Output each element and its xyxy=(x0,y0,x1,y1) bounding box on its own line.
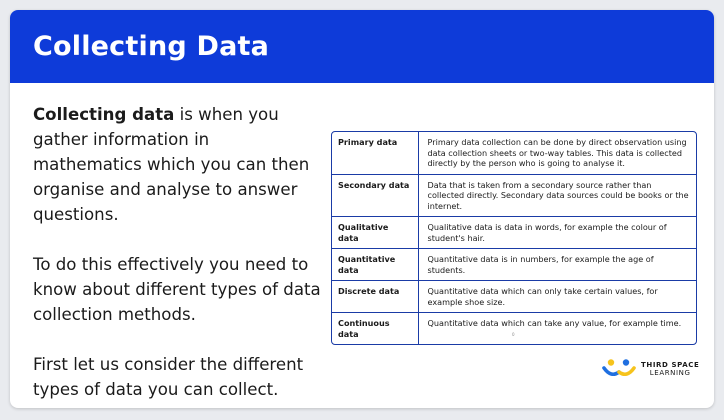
slide-card xyxy=(10,10,714,408)
third-space-learning-logo xyxy=(602,358,699,380)
definition-paragraph xyxy=(33,102,323,227)
table-row xyxy=(332,174,696,217)
table-row xyxy=(332,249,696,281)
term-cell: Discrete data xyxy=(332,281,418,313)
term-cell: Quantitative data xyxy=(332,249,418,281)
description-cell: Data that is taken from a secondary source rather than collected directly. Secondary data sources could be books or the internet. xyxy=(418,174,696,217)
description-cell: Quantitative data which can only take certain values, for example shoe size. xyxy=(418,281,696,313)
third-space-logo-icon xyxy=(602,358,636,380)
description-cell: Quantitative data is in numbers, for example the age of students. xyxy=(418,249,696,281)
table-row xyxy=(332,281,696,313)
logo-line-2: LEARNING xyxy=(649,369,691,377)
intro-text xyxy=(33,102,323,408)
description-cell: Primary data collection can be done by direct observation using data collection sheets or two-way tables. This data is collected directly by the person who is going to analyse it. xyxy=(418,132,696,174)
table-row xyxy=(332,132,696,174)
table-row xyxy=(332,217,696,249)
page-mark: 0 xyxy=(512,332,515,337)
description-cell: Quantitative data which can take any value, for example time. xyxy=(427,318,682,328)
data-types-table xyxy=(331,131,697,345)
term-cell: Secondary data xyxy=(332,174,418,217)
methods-paragraph: To do this effectively you need to know about different types of data collection methods. xyxy=(33,255,321,324)
term-cell: Primary data xyxy=(332,132,418,174)
types-paragraph: First let us consider the different types of data you can collect. xyxy=(33,355,304,399)
slide-title: Collecting Data xyxy=(33,31,270,62)
slide-header xyxy=(10,10,714,83)
description-cell: Qualitative data is data in words, for example the colour of student's hair. xyxy=(418,217,696,249)
logo-wordmark xyxy=(641,361,699,377)
table-row xyxy=(332,313,696,345)
logo-line-1: THIRD SPACE xyxy=(641,361,700,369)
definition-body: is when you gather information in mathematics which you can then organise and analyse to answer questions. xyxy=(33,105,310,224)
term-cell: Qualitative data xyxy=(332,217,418,249)
definition-term: Collecting data xyxy=(33,105,175,124)
term-cell: Continuous data xyxy=(332,313,418,345)
